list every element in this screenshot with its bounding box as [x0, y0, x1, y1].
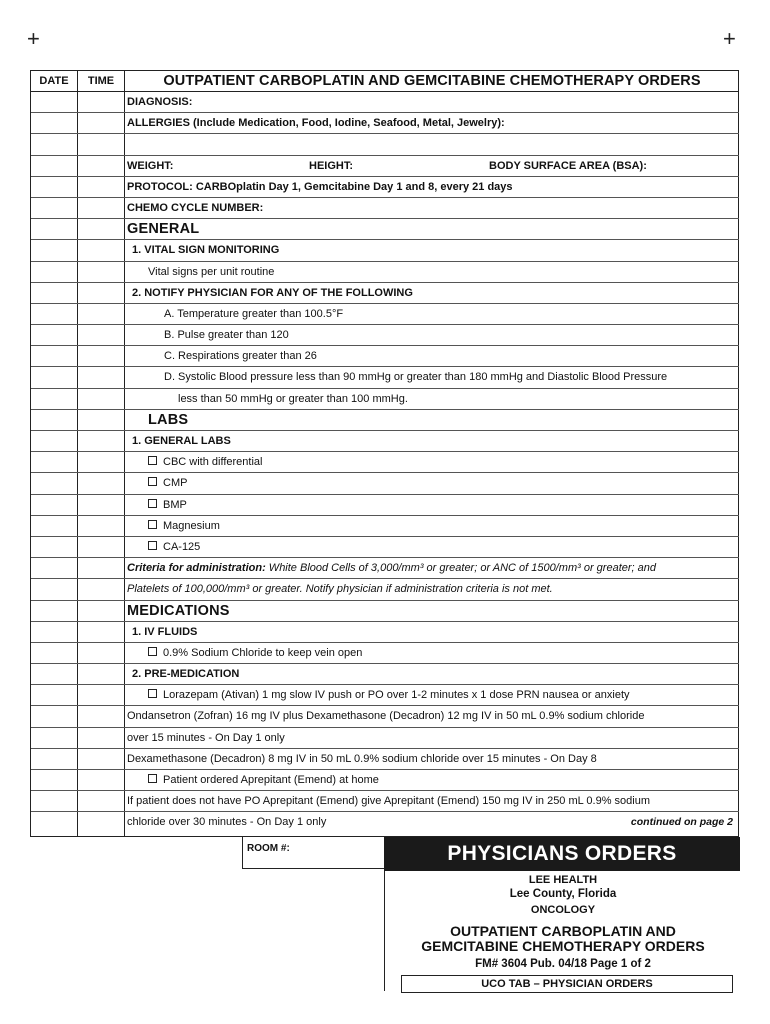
- form-footer: [384, 871, 741, 991]
- notify-respirations: C. Respirations greater than 26: [164, 350, 317, 363]
- notify-heading: 2. NOTIFY PHYSICIAN FOR ANY OF THE FOLLOWING: [132, 286, 413, 299]
- row-general-heading: [31, 219, 739, 240]
- criteria-text-cont: Platelets of 100,000/mm³ or greater. Notify physician if administration criteria is not met.: [127, 583, 553, 596]
- tab-label: UCO TAB – PHYSICIAN ORDERS: [401, 975, 733, 993]
- aprepitant-line: [127, 812, 735, 833]
- vitals-text: Vital signs per unit routine: [148, 265, 275, 278]
- aprepitant-order: If patient does not have PO Aprepitant (Emend) give Aprepitant (Emend) 150 mg IV in 250 mL 0.9% sodium: [127, 795, 650, 808]
- lab-bmp: BMP: [163, 498, 187, 511]
- form-meta: FM# 3604 Pub. 04/18 Page 1 of 2: [475, 958, 651, 970]
- room-number-field[interactable]: [242, 837, 384, 869]
- row-criteria[interactable]: [31, 558, 739, 579]
- height-label: HEIGHT:: [309, 159, 353, 172]
- vitals-heading: 1. VITAL SIGN MONITORING: [132, 244, 280, 257]
- checkbox[interactable]: [148, 456, 157, 465]
- notify-blood-pressure-cont: less than 50 mmHg or greater than 100 mmHg.: [178, 392, 408, 405]
- notify-pulse: B. Pulse greater than 120: [164, 329, 289, 342]
- row-allergies-blank[interactable]: [31, 134, 739, 155]
- general-labs-heading: 1. GENERAL LABS: [132, 435, 231, 447]
- row-dexamethasone[interactable]: [31, 749, 739, 770]
- row-labs-heading: [31, 410, 739, 431]
- lab-magnesium: Magnesium: [163, 519, 220, 532]
- checkbox[interactable]: [148, 541, 157, 550]
- row-notify-d[interactable]: [31, 367, 739, 388]
- org-location: Lee County, Florida: [509, 888, 617, 900]
- row-lab-bmp[interactable]: [31, 495, 739, 516]
- row-protocol[interactable]: [31, 177, 739, 198]
- continued-note: continued on page 2: [630, 816, 733, 829]
- criteria-text: White Blood Cells of 3,000/mm³ or greater; or ANC of 1500/mm³ or greater; and: [265, 562, 657, 575]
- row-notify[interactable]: [31, 283, 739, 304]
- registration-mark-left: +: [27, 26, 40, 51]
- row-medications-heading: [31, 601, 739, 622]
- checkbox[interactable]: [148, 774, 157, 783]
- aprepitant-home: Patient ordered Aprepitant (Emend) at home: [163, 774, 379, 786]
- dexamethasone-order: Dexamethasone (Decadron) 8 mg IV in 50 mL 0.9% sodium chloride over 15 minutes - On Day 8: [127, 752, 597, 765]
- row-lab-magnesium[interactable]: [31, 516, 739, 537]
- checkbox[interactable]: [148, 647, 157, 656]
- row-notify-a[interactable]: [31, 304, 739, 325]
- row-premed[interactable]: [31, 664, 739, 685]
- fluid-order: 0.9% Sodium Chloride to keep vein open: [163, 646, 363, 659]
- row-notify-b[interactable]: [31, 325, 739, 346]
- weight-label: WEIGHT:: [127, 159, 174, 172]
- checkbox[interactable]: [148, 520, 157, 529]
- lab-cmp: CMP: [163, 477, 188, 490]
- row-lab-cmp[interactable]: [31, 473, 739, 494]
- row-ondansetron[interactable]: [31, 706, 739, 727]
- lab-cbc: CBC with differential: [163, 456, 263, 469]
- physicians-orders-banner: PHYSICIANS ORDERS: [384, 837, 740, 871]
- orders-form: [30, 70, 739, 837]
- row-vitals[interactable]: [31, 240, 739, 261]
- row-allergies[interactable]: [31, 113, 739, 134]
- protocol-label: PROTOCOL: CARBOplatin Day 1, Gemcitabine Day 1 and 8, every 21 days: [127, 180, 513, 193]
- labs-heading: LABS: [148, 411, 189, 428]
- checkbox[interactable]: [148, 689, 157, 698]
- ondansetron-order: Ondansetron (Zofran) 16 mg IV plus Dexamethasone (Decadron) 12 mg IV in 50 mL 0.9% sodium chloride: [127, 710, 645, 723]
- room-label: ROOM #:: [247, 843, 290, 854]
- allergies-label: ALLERGIES (Include Medication, Food, Iodine, Seafood, Metal, Jewelry):: [127, 117, 505, 130]
- row-lab-ca125[interactable]: [31, 537, 739, 558]
- department: ONCOLOGY: [530, 904, 596, 916]
- bsa-label: BODY SURFACE AREA (BSA):: [489, 159, 647, 172]
- general-heading: GENERAL: [127, 221, 200, 238]
- checkbox[interactable]: [148, 477, 157, 486]
- form-title: OUTPATIENT CARBOPLATIN AND GEMCITABINE CHEMOTHERAPY ORDERS: [125, 71, 739, 92]
- order-rows: [31, 92, 739, 834]
- row-notify-d2[interactable]: [31, 389, 739, 410]
- row-aprepitant-home[interactable]: [31, 770, 739, 791]
- lab-ca125: CA-125: [163, 540, 201, 553]
- criteria-label: Criteria for administration:: [127, 562, 266, 575]
- premedication-heading: 2. PRE-MEDICATION: [132, 668, 240, 681]
- row-measurements[interactable]: [31, 156, 739, 177]
- checkbox[interactable]: [148, 499, 157, 508]
- row-lorazepam[interactable]: [31, 685, 739, 706]
- row-fluid[interactable]: [31, 643, 739, 664]
- row-general-labs[interactable]: [31, 431, 739, 452]
- row-lab-cbc[interactable]: [31, 452, 739, 473]
- row-notify-c[interactable]: [31, 346, 739, 367]
- iv-fluids-heading: 1. IV FLUIDS: [132, 625, 198, 638]
- notify-temperature: A. Temperature greater than 100.5°F: [164, 307, 344, 320]
- row-aprepitant[interactable]: [31, 791, 739, 812]
- date-column-header: DATE: [31, 71, 78, 92]
- notify-blood-pressure: D. Systolic Blood pressure less than 90 mmHg or greater than 180 mmHg and Diastolic Blood Pressure: [164, 371, 668, 384]
- measurements-line: [127, 156, 735, 176]
- row-vitals-text[interactable]: [31, 262, 739, 283]
- row-criteria2[interactable]: [31, 579, 739, 600]
- row-iv-fluids[interactable]: [31, 622, 739, 643]
- footer-form-title-cont: GEMCITABINE CHEMOTHERAPY ORDERS: [421, 938, 705, 954]
- row-diagnosis[interactable]: [31, 92, 739, 113]
- org-name: LEE HEALTH: [528, 874, 598, 886]
- row-aprepitant2[interactable]: [31, 812, 739, 833]
- footer-form-title: OUTPATIENT CARBOPLATIN AND: [450, 923, 676, 939]
- aprepitant-order-cont: chloride over 30 minutes - On Day 1 only: [127, 816, 327, 829]
- row-ondansetron2[interactable]: [31, 728, 739, 749]
- registration-mark-right: +: [723, 26, 736, 51]
- ondansetron-order-cont: over 15 minutes - On Day 1 only: [127, 731, 285, 744]
- lorazepam-order: Lorazepam (Ativan) 1 mg slow IV push or PO over 1-2 minutes x 1 dose PRN nausea or anxiety: [163, 689, 630, 702]
- time-column-header: TIME: [78, 71, 125, 92]
- diagnosis-label: DIAGNOSIS:: [127, 96, 193, 108]
- medications-heading: MEDICATIONS: [127, 602, 230, 619]
- cycle-label: CHEMO CYCLE NUMBER:: [127, 201, 264, 214]
- row-cycle[interactable]: [31, 198, 739, 219]
